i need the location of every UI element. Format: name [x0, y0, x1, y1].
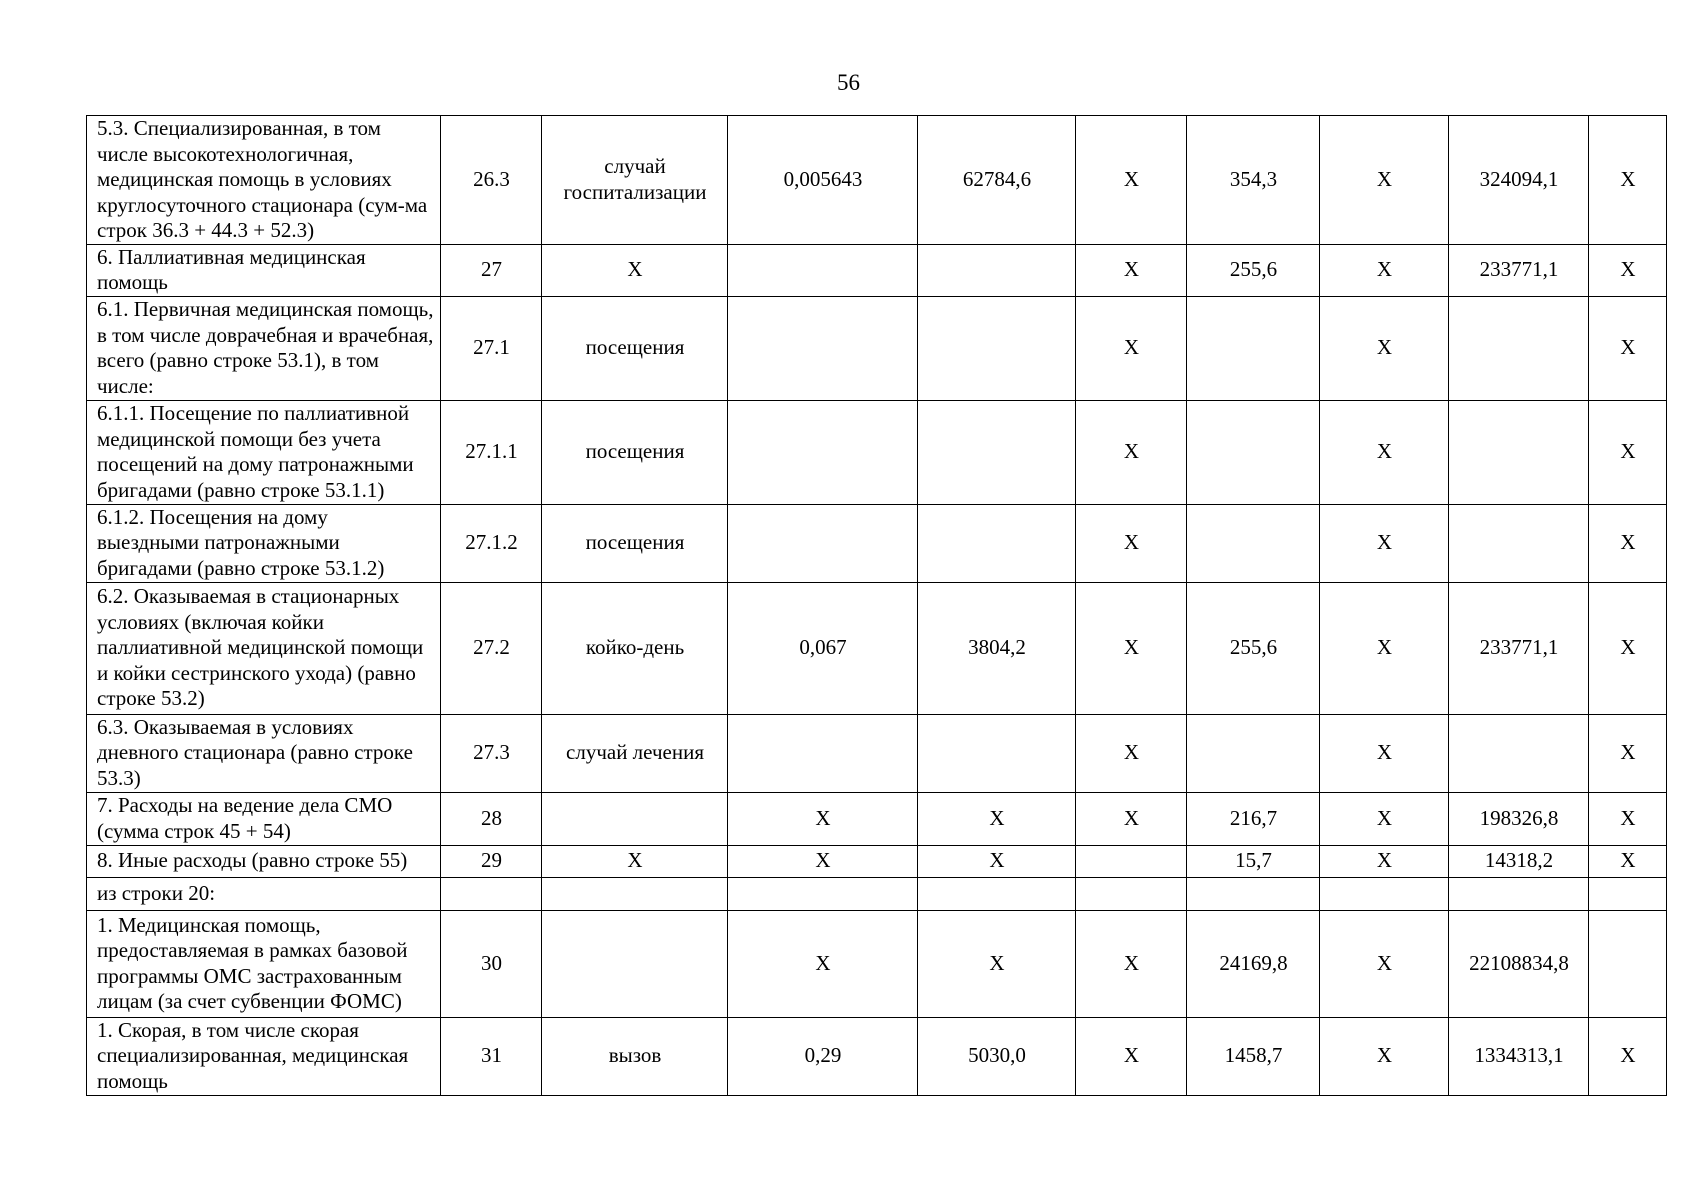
- value-cell: [1187, 714, 1320, 792]
- value-cell: 255,6: [1187, 244, 1320, 296]
- value-cell: 22108834,8: [1449, 910, 1589, 1017]
- norm-volume-cell: X: [728, 910, 918, 1017]
- value-cell: 15,7: [1187, 845, 1320, 877]
- table-row: [87, 244, 1667, 296]
- value-cell: X: [1589, 296, 1667, 400]
- table-row: [87, 504, 1667, 582]
- norm-cost-cell: 3804,2: [918, 582, 1076, 714]
- value-cell: [1076, 845, 1187, 877]
- table-row: [87, 1017, 1667, 1095]
- norm-cost-cell: X: [918, 792, 1076, 845]
- row-name: 7. Расходы на ведение дела СМО (сумма строк 45 + 54): [87, 792, 441, 845]
- norm-cost-cell: [918, 244, 1076, 296]
- value-cell: [1449, 504, 1589, 582]
- value-cell: X: [1076, 582, 1187, 714]
- value-cell: X: [1589, 116, 1667, 245]
- row-name: 6.2. Оказываемая в стационарных условиях (включая койки паллиативной медицинской помощи и койки сестринского ухода) (равно строке 53.2): [87, 582, 441, 714]
- row-name: 1. Медицинская помощь, предоставляемая в рамках базовой программы ОМС застрахованным лицам (за счет субвенции ФОМС): [87, 910, 441, 1017]
- table-row: [87, 714, 1667, 792]
- unit-cell: X: [542, 845, 728, 877]
- page-number: 56: [837, 70, 860, 95]
- norm-volume-cell: [728, 400, 918, 504]
- value-cell: X: [1589, 1017, 1667, 1095]
- unit-cell: [542, 792, 728, 845]
- unit-cell: койко-день: [542, 582, 728, 714]
- line-number: 26.3: [441, 116, 542, 245]
- value-cell: [1187, 400, 1320, 504]
- table-row: [87, 877, 1667, 910]
- norm-cost-cell: X: [918, 845, 1076, 877]
- value-cell: X: [1320, 1017, 1449, 1095]
- value-cell: X: [1076, 792, 1187, 845]
- value-cell: X: [1320, 714, 1449, 792]
- value-cell: X: [1589, 714, 1667, 792]
- line-number: 27.1.1: [441, 400, 542, 504]
- value-cell: 233771,1: [1449, 244, 1589, 296]
- value-cell: X: [1076, 400, 1187, 504]
- value-cell: X: [1320, 582, 1449, 714]
- norm-volume-cell: 0,005643: [728, 116, 918, 245]
- norm-cost-cell: X: [918, 910, 1076, 1017]
- value-cell: X: [1076, 910, 1187, 1017]
- value-cell: 1458,7: [1187, 1017, 1320, 1095]
- table-row: [87, 116, 1667, 245]
- value-cell: 24169,8: [1187, 910, 1320, 1017]
- value-cell: X: [1076, 116, 1187, 245]
- row-name: 6.1.2. Посещения на дому выездными патронажными бригадами (равно строке 53.1.2): [87, 504, 441, 582]
- line-number: 30: [441, 910, 542, 1017]
- value-cell: X: [1076, 1017, 1187, 1095]
- value-cell: X: [1320, 296, 1449, 400]
- table-row: [87, 845, 1667, 877]
- line-number: 27.1.2: [441, 504, 542, 582]
- norm-volume-cell: 0,067: [728, 582, 918, 714]
- norm-volume-cell: X: [728, 792, 918, 845]
- line-number: [441, 877, 542, 910]
- norm-cost-cell: [918, 296, 1076, 400]
- norm-volume-cell: X: [728, 845, 918, 877]
- line-number: 27.2: [441, 582, 542, 714]
- unit-cell: вызов: [542, 1017, 728, 1095]
- line-number: 31: [441, 1017, 542, 1095]
- value-cell: [1449, 296, 1589, 400]
- value-cell: X: [1320, 244, 1449, 296]
- value-cell: 1334313,1: [1449, 1017, 1589, 1095]
- value-cell: [1320, 877, 1449, 910]
- norm-cost-cell: [918, 714, 1076, 792]
- unit-cell: случай лечения: [542, 714, 728, 792]
- value-cell: X: [1320, 400, 1449, 504]
- norm-volume-cell: 0,29: [728, 1017, 918, 1095]
- value-cell: 255,6: [1187, 582, 1320, 714]
- value-cell: [1076, 877, 1187, 910]
- value-cell: [1187, 877, 1320, 910]
- norm-cost-cell: 5030,0: [918, 1017, 1076, 1095]
- value-cell: [1449, 877, 1589, 910]
- row-name: 6. Паллиативная медицинская помощь: [87, 244, 441, 296]
- norm-cost-cell: [918, 877, 1076, 910]
- value-cell: X: [1320, 504, 1449, 582]
- value-cell: [1449, 714, 1589, 792]
- table-row: [87, 296, 1667, 400]
- norm-volume-cell: [728, 714, 918, 792]
- table-row: [87, 910, 1667, 1017]
- value-cell: 216,7: [1187, 792, 1320, 845]
- norm-volume-cell: [728, 296, 918, 400]
- value-cell: X: [1320, 116, 1449, 245]
- unit-cell: посещения: [542, 504, 728, 582]
- value-cell: 233771,1: [1449, 582, 1589, 714]
- value-cell: X: [1320, 910, 1449, 1017]
- value-cell: X: [1076, 504, 1187, 582]
- row-name: 6.1. Первичная медицинская помощь, в том числе доврачебная и врачебная, всего (равно строке 53.1), в том числе:: [87, 296, 441, 400]
- norm-cost-cell: [918, 400, 1076, 504]
- unit-cell: X: [542, 244, 728, 296]
- unit-cell: [542, 910, 728, 1017]
- table-row: [87, 582, 1667, 714]
- value-cell: 324094,1: [1449, 116, 1589, 245]
- row-name: 5.3. Специализированная, в том числе высокотехнологичная, медицинская помощь в условиях круглосуточного стационара (сум-ма строк 36.3 + 44.3 + 52.3): [87, 116, 441, 245]
- line-number: 27.3: [441, 714, 542, 792]
- value-cell: X: [1589, 582, 1667, 714]
- value-cell: X: [1589, 845, 1667, 877]
- value-cell: 198326,8: [1449, 792, 1589, 845]
- value-cell: [1589, 877, 1667, 910]
- value-cell: X: [1320, 792, 1449, 845]
- table-row: [87, 400, 1667, 504]
- line-number: 28: [441, 792, 542, 845]
- unit-cell: случай госпитализации: [542, 116, 728, 245]
- value-cell: X: [1589, 400, 1667, 504]
- unit-cell: посещения: [542, 296, 728, 400]
- value-cell: 14318,2: [1449, 845, 1589, 877]
- line-number: 27.1: [441, 296, 542, 400]
- value-cell: [1589, 910, 1667, 1017]
- norm-cost-cell: 62784,6: [918, 116, 1076, 245]
- unit-cell: посещения: [542, 400, 728, 504]
- norm-cost-cell: [918, 504, 1076, 582]
- row-name: 8. Иные расходы (равно строке 55): [87, 845, 441, 877]
- unit-cell: [542, 877, 728, 910]
- norm-volume-cell: [728, 504, 918, 582]
- value-cell: X: [1589, 244, 1667, 296]
- financing-table: [86, 115, 1667, 1096]
- line-number: 27: [441, 244, 542, 296]
- norm-volume-cell: [728, 244, 918, 296]
- value-cell: [1449, 400, 1589, 504]
- value-cell: X: [1076, 296, 1187, 400]
- value-cell: [1187, 296, 1320, 400]
- row-name: из строки 20:: [87, 877, 441, 910]
- value-cell: X: [1589, 504, 1667, 582]
- line-number: 29: [441, 845, 542, 877]
- row-name: 6.1.1. Посещение по паллиативной медицинской помощи без учета посещений на дому патронажными бригадами (равно строке 53.1.1): [87, 400, 441, 504]
- table-row: [87, 792, 1667, 845]
- value-cell: X: [1076, 244, 1187, 296]
- value-cell: X: [1589, 792, 1667, 845]
- value-cell: [1187, 504, 1320, 582]
- value-cell: 354,3: [1187, 116, 1320, 245]
- value-cell: X: [1076, 714, 1187, 792]
- row-name: 1. Скорая, в том числе скорая специализированная, медицинская помощь: [87, 1017, 441, 1095]
- value-cell: X: [1320, 845, 1449, 877]
- norm-volume-cell: [728, 877, 918, 910]
- row-name: 6.3. Оказываемая в условиях дневного стационара (равно строке 53.3): [87, 714, 441, 792]
